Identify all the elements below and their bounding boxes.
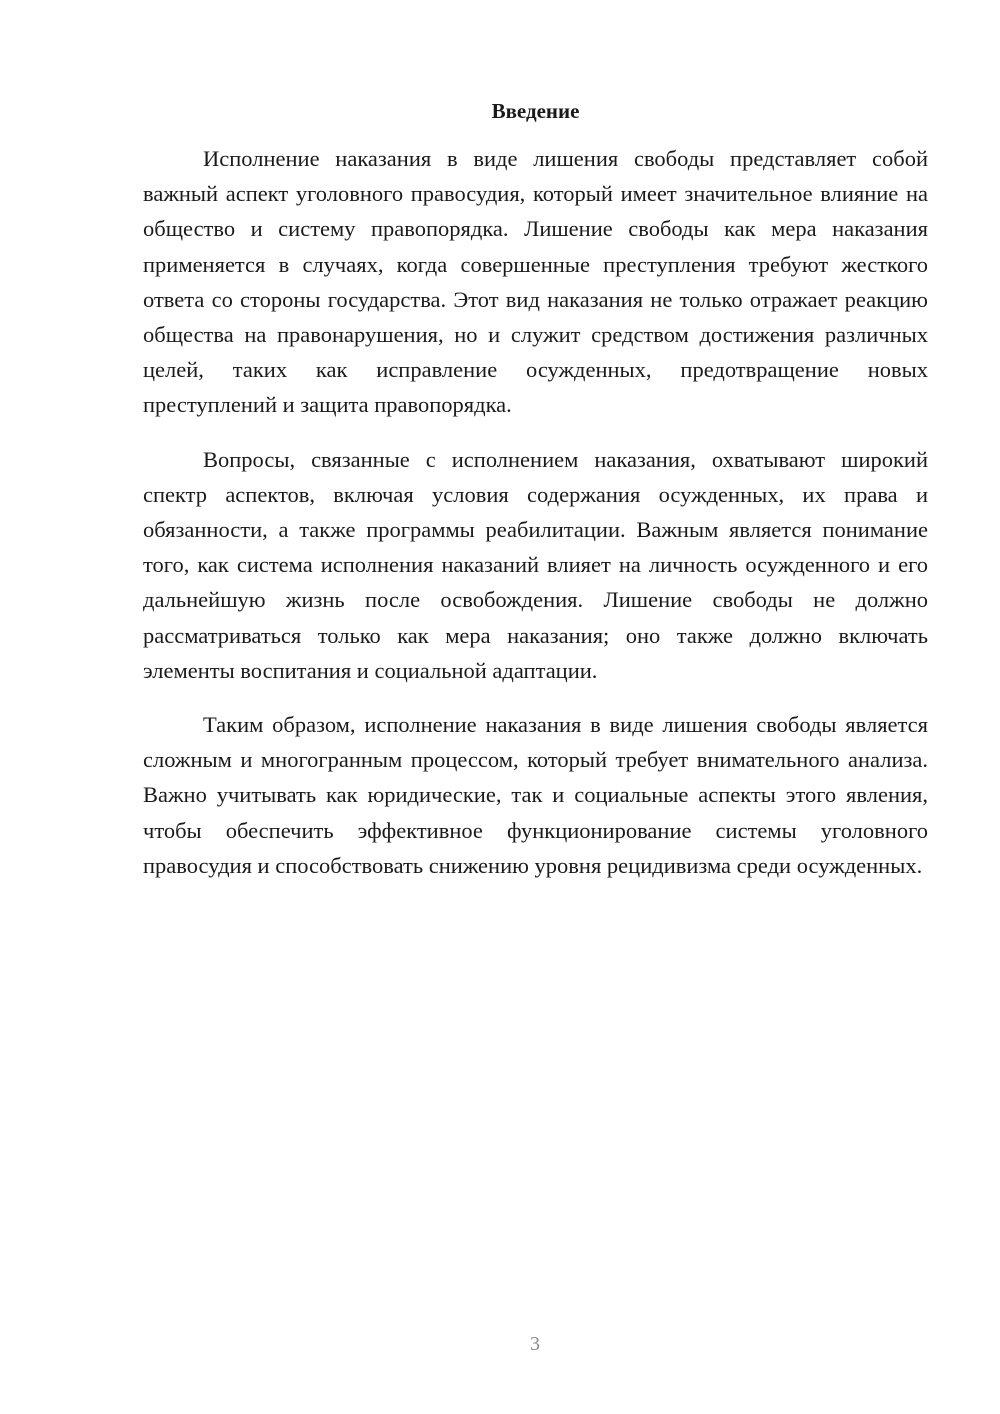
section-title: Введение — [491, 99, 580, 123]
page-number: 3 — [530, 1333, 540, 1355]
paragraph-3: Таким образом, исполнение наказания в виде лишения свободы является сложным и многогранным процессом, который требует внимательного анализа. Важно учитывать как юридические, так и социальные аспекты этого явления, чтобы обеспечить эффективное функционирование системы уголовного правосудия и способствовать снижению уровня рецидивизма среди осужденных. — [143, 712, 928, 878]
paragraph-1: Исполнение наказания в виде лишения свободы представляет собой важный аспект уголовного правосудия, который имеет значительное влияние на общество и систему правопорядка. Лишение свободы как мера наказания применяется в случаях, когда совершенные преступления требуют жесткого ответа со стороны государства. Этот вид наказания не только отражает реакцию общества на правонарушения, но и служит средством достижения различных целей, таких как исправление осужденных, предотвращение новых преступлений и защита правопорядка. — [143, 146, 928, 418]
body-text — [143, 141, 928, 902]
paragraph-2: Вопросы, связанные с исполнением наказания, охватывают широкий спектр аспектов, включая условия содержания осужденных, их права и обязанности, а также программы реабилитации. Важным является понимание того, как система исполнения наказаний влияет на личность осужденного и его дальнейшую жизнь после освобождения. Лишение свободы не должно рассматриваться только как мера наказания; оно также должно включать элементы воспитания и социальной адаптации. — [143, 446, 928, 683]
